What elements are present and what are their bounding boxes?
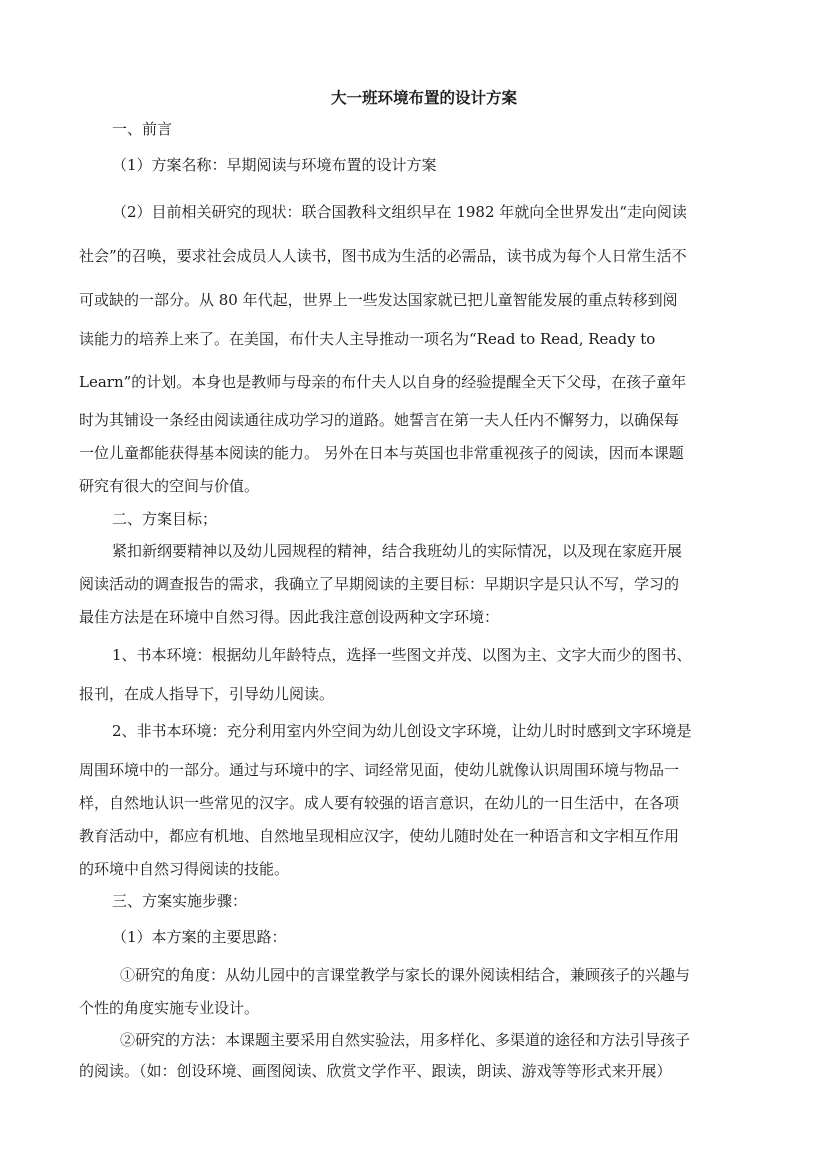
document-page: 大一班环境布置的设计方案 一、前言 （1）方案名称：早期阅读与环境布置的设计方案 （2）目前相关研究的现状：联合国教科文组织早在 1982 年就向全世界发出“走向阅读 社会”的召唤，要求社会成员人人读书，图书成为生活的必需品，读书成为每个人日常生活不 可或缺的一部分。从 80 年代起，世界上一些发达国家就已把儿童智能发展的重点转移到阅 读能力的培养上来了。在美国，布什夫人主导推动一项名为“Read to Read, Ready to Learn”的计划。本身也是教师与母亲的布什夫人以自身的经验提醒全天下父母，在孩子童年 时为其铺设一条经由阅读通往成功学习的道路。她誓言在第一夫人任内不懈努力，以确保每 一位儿童都能获得基本阅读的能力。 另外在日本与英国也非常重视孩子的阅读，因而本课题 研究有很大的空间与价值。 二、方案目标； 紧扣新纲要精神以及幼儿园规程的精神，结合我班幼儿的实际情况，以及现在家庭开展 阅读活动的调查报告的需求，我确立了早期阅读的主要目标：早期识字是只认不写，学习的 最佳方法是在环境中自然习得。因此我注意创设两种文字环境： 1、书本环境：根据幼儿年龄特点，选择一些图文并茂、以图为主、文字大而少的图书、 报刊，在成人指导下，引导幼儿阅读。 2、非书本环境：充分利用室内外空间为幼儿创设文字环境，让幼儿时时感到文字环境是 周围环境中的一部分。通过与环境中的字、词经常见面，使幼儿就像认识周围环境与物品一 样，自然地认识一些常见的汉字。成人要有较强的语言意识，在幼儿的一日生活中，在各项 教育活动中，都应有机地、自然地呈现相应汉字，使幼儿随时处在一种语言和文字相互作用 的环境中自然习得阅读的技能。 三、方案实施步骤： （1）本方案的主要思路： ①研究的角度：从幼儿园中的言课堂教学与家长的课外阅读相结合，兼顾孩子的兴趣与 个性的角度实施专业设计。 ②研究的方法：本课题主要采用自然实验法，用多样化、多渠道的途径和方法引导孩子 的阅读。（如：创设环境、画图阅读、欣赏文学作平、跟读，朗读、游戏等等形式来开展） bbox=[79, 88, 692, 1080]
